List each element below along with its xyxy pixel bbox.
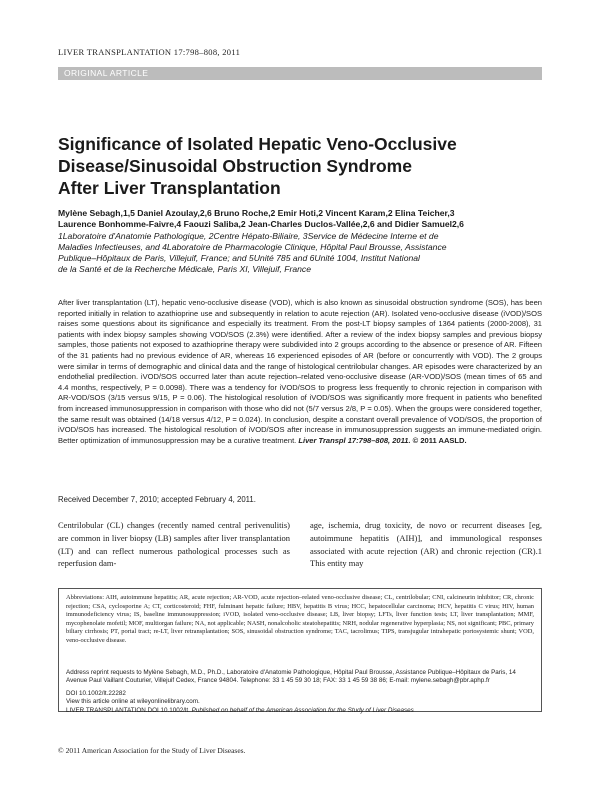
body-column-2: age, ischemia, drug toxicity, de novo or recurrent diseases [eg, autoimmune hepatitis (AIH)], and immunological responses associated with acute rejection (AR) and chronic rejection (CR).1 This entity may	[310, 520, 542, 569]
publisher-suffix: Published on behalf of the American Association for the Study of Liver Diseases	[191, 706, 414, 714]
title-line-1: Significance of Isolated Hepatic Veno-Occlusive	[58, 134, 457, 154]
affiliation-line-2: Maladies Infectieuses, and 4Laboratoire de Pharmacologie Clinique, Hôpital Paul Brousse, Assistance	[58, 241, 447, 252]
received-dates: Received December 7, 2010; accepted February 4, 2011.	[58, 495, 256, 504]
author-line-1: Mylène Sebagh,1,5 Daniel Azoulay,2,6 Bruno Roche,2 Emir Hoti,2 Vincent Karam,2 Elina Teicher,3	[58, 208, 455, 218]
affiliation-line-3: Publique–Hôpitaux de Paris, Villejuif, France; and 5Unité 785 and 6Unité 1004, Institut National	[58, 253, 420, 264]
doi-block	[66, 690, 534, 715]
copyright-footer: © 2011 American Association for the Study of Liver Diseases.	[58, 746, 246, 755]
title-line-3: After Liver Transplantation	[58, 178, 281, 198]
abstract-text: After liver transplantation (LT), hepatic veno-occlusive disease (VOD), which is also known as sinusoidal obstruction syndrome (SOS), has been reported initially in relation to azathioprine use and subsequently in relation to acute rejection (AR). Isolated veno-occlusive disease (iVOD)/SOS raises some questions about its significance and especially its treatment. From the post-LT biopsy samples of 1364 patients (2000-2008), 31 patients with index biopsy samples showing VOD/SOS (2.3%) were identified. After a review of the index biopsy samples and previous biopsy samples, those patients not exposed to azathioprine therapy were subdivided into 2 groups according to the absence or presence of AR. Fifteen of the 31 patients had no previous evidence of AR, whereas 16 experienced episodes of AR (before or concurrently with VOD). The 2 groups were similar in terms of demographic and clinical data and the range of histological centrilobular changes. AR episodes were characterized by an endothelial predilection. iVOD/SOS occurred later than acute rejection–related veno-occlusive disease (AR-VOD)/SOS (mean times of 65 and 4.4 months, respectively, P = 0.0098). There was a tendency for iVOD/SOS to progress less frequently to chronic rejection in comparison with AR-VOD/SOS (3/15 versus 9/15, P = 0.06). The histological resolution of iVOD/SOS was significantly more frequent in patients who benefited from increased immunosuppression in comparison with those who did not (5/7 versus 2/8, P = 0.05). When the groups were considered together, the same result was obtained (14/18 versus 4/12, P = 0.024). In conclusion, despite a constant overall prevalence of VOD/SOS, the proportion of iVOD/SOS has increased. The histological resolution of iVOD/SOS after increase in immunosuppression suggests an immune-mediated origin. Better optimization of immunosuppression may be a curative treatment.	[58, 298, 542, 445]
body-column-1: Centrilobular (CL) changes (recently named central perivenulitis) are common in liver biopsy (LB) samples after liver transplantation (LT) and can reflect numerous pathological processes such as reperfusion dam-	[58, 520, 290, 569]
abstract-copyright: © 2011 AASLD.	[412, 435, 467, 445]
article-title	[58, 133, 528, 199]
section-band	[58, 67, 542, 80]
doi-line: DOI 10.1002/lt.22282	[66, 690, 126, 697]
title-line-2: Disease/Sinusoidal Obstruction Syndrome	[58, 156, 412, 176]
journal-header: LIVER TRANSPLANTATION 17:798–808, 2011	[58, 47, 241, 57]
section-label: ORIGINAL ARTICLE	[64, 68, 149, 78]
affiliation-line-4: de la Santé et de la Recherche Médicale, Paris XI, Villejuif, France	[58, 264, 312, 275]
author-block	[58, 208, 548, 276]
publisher-prefix: LIVER TRANSPLANTATION.DOI 10.1002/lt.	[66, 706, 190, 714]
abstract-citation: Liver Transpl 17:798–808, 2011.	[298, 435, 411, 445]
affiliation-line-1: 1Laboratoire d'Anatomie Pathologique, 2Centre Hépato-Biliaire, 3Service de Médecine Interne et de	[58, 230, 439, 241]
publisher-line	[66, 707, 534, 715]
abstract	[58, 298, 542, 446]
reprint-address: Address reprint requests to Mylène Sebagh, M.D., Ph.D., Laboratoire d'Anatomie Pathologique, Hôpital Paul Brousse, Assistance Publique–Hôpitaux de Paris, 14 Avenue Paul Vaillant Couturier, Villejuif Cedex, France 94804. Telephone: 33 1 45 59 30 18; FAX: 33 1 45 59 38 86; E-mail: mylene.sebagh@pbr.aphp.fr	[66, 669, 516, 685]
online-line: View this article online at wileyonlinelibrary.com.	[66, 698, 200, 706]
author-line-2: Laurence Bonhomme-Faivre,4 Faouzi Saliba,2 Jean-Charles Duclos-Vallée,2,6 and Didier Samuel2,6	[58, 219, 464, 230]
abbreviations: Abbreviations: AIH, autoimmune hepatitis; AR, acute rejection; AR-VOD, acute rejection–related veno-occlusive disease; CL, centrilobular; CNI, calcineurin inhibitor; CR, chronic rejection; CSA, cyclosporine A; CT, corticosteroid; FHF, fulminant hepatic failure; HBV, hepatitis B virus; HCC, hepatocellular carcinoma; HCV, hepatitis C virus; HIV, human immunodeficiency virus; IS, baseline immunosuppression; iVOD, isolated veno-occlusive disease; LB, liver biopsy; LFTs, liver function tests; LT, liver transplantation; MMF, mycophenolate mofetil; MOF, multiorgan failure; NA, not applicable; NASH, nonalcoholic steatohepatitis; NRH, nodular regenerative hyperplasia; NS, not significant; PBC, primary biliary cirrhosis; PT, portal tract; re-LT, liver retransplantation; SOS, sinusoidal obstruction syndrome; TAC, tacrolimus; TIPS, transjugular intrahepatic portosystemic shunt; VOD, veno-occlusive disease.	[66, 594, 534, 644]
